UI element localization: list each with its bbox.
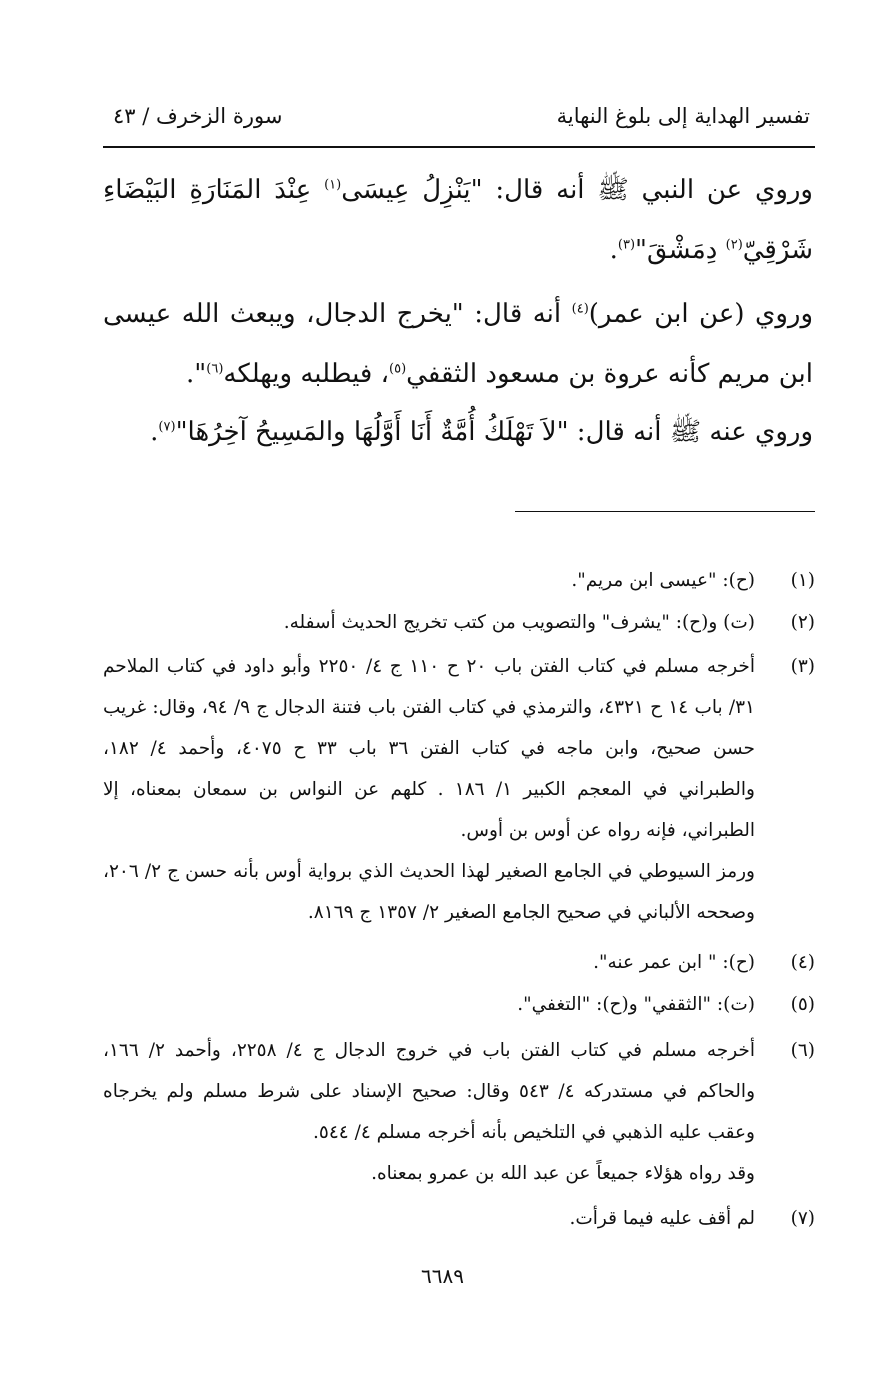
footnote-marker-1[interactable]: (١): [324, 177, 342, 193]
footnote-marker-4[interactable]: (٤): [571, 301, 589, 317]
footnote-text: أخرجه مسلم في كتاب الفتن باب ٢٠ ح ١١٠ ج ٤/ ٢٢٥٠ وأبو داود في كتاب الملاحم ٣١/ باب ١٤ ح ٤٣٢١، والترمذي في كتاب الفتن باب فتنة الدجال ج ٩/ ٩٤، وقال: غريب حسن صحيح، وابن ماجه في كتاب الفتن ٣٦ باب ٣٣ ح ٤٠٧٥، وأحمد ٤/ ١٨٢، والطبراني في المعجم الكبير ١/ ١٨٦ . كلهم عن النواس بن سمعان بمعناه، إلا الطبراني، فإنه رواه عن أوس بن أوس.: [103, 656, 756, 841]
footnote-text: (ت) و(ح): "يشرف" والتصويب من كتب تخريج الحديث أسفله.: [283, 612, 755, 633]
footnote-1: [103, 560, 815, 601]
footnote-marker-3[interactable]: (٣): [617, 237, 636, 253]
paragraph-text: ، فيطلبه ويهلكه: [223, 359, 390, 389]
footnote-text: (ح): " ابن عمر عنه".: [593, 952, 755, 973]
footnote-3: [103, 646, 815, 933]
running-header-surah: سورة الزخرف / ٤٣: [113, 104, 283, 128]
footnote-2: [103, 602, 815, 643]
footnote-text: (ح): "عيسى ابن مريم".: [571, 570, 755, 591]
paragraph-text: .: [150, 417, 159, 447]
paragraph-text: .: [609, 235, 618, 265]
paragraph-text: وروي عنه ﷺ أنه قال: "لاَ تَهْلَكُ أُمَّةٌ أَنَا أَوَّلُهَا والمَسِيحُ آخِرُهَا": [175, 417, 813, 447]
footnote-number: (٥): [790, 994, 815, 1015]
paragraph-text: أنه قال: "يخرج الدجال، ويبعث الله عيسى ابن مريم كأنه عروة بن مسعود الثقفي: [103, 299, 813, 389]
paragraph-text: دِمَشْقَ": [635, 235, 726, 265]
footnote-marker-5[interactable]: (٥): [389, 361, 407, 377]
footnote-text-continued: ورمز السيوطي في الجامع الصغير لهذا الحديث الذي برواية أوس بأنه حسن ج ٢/ ٢٠٦، وصححه الألباني في صحيح الجامع الصغير ٢/ ١٣٥٧ ج ٨١٦٩.: [103, 861, 755, 923]
paragraph-text: عِنْدَ المَنَارَةِ البَيْضَاءِ شَرْقِيّ: [103, 175, 813, 265]
footnote-separator: [515, 511, 815, 512]
footnote-number: (٣): [790, 656, 815, 677]
body-paragraph-2: [103, 284, 813, 404]
footnote-number: (٤): [790, 952, 815, 973]
footnote-marker-6[interactable]: (٦): [206, 361, 224, 377]
footnote-text: أخرجه مسلم في كتاب الفتن باب في خروج الدجال ج ٤/ ٢٢٥٨، وأحمد ٢/ ١٦٦، والحاكم في مستدركه ٤/ ٥٤٣ وقال: صحيح الإسناد على شرط مسلم ولم يخرجاه وعقب عليه الذهبي في التلخيص بأنه أخرجه مسلم ٤/ ٥٤٤.: [103, 1040, 755, 1143]
paragraph-text: وروي عن النبي ﷺ أنه قال: "يَنْزِلُ عِيسَى: [341, 175, 813, 205]
running-header-title: تفسير الهداية إلى بلوغ النهاية: [556, 104, 810, 128]
footnote-number: (١): [790, 570, 815, 591]
footnote-text: (ت): "الثقفي" و(ح): "التغفي".: [517, 994, 755, 1015]
body-paragraph-1: [103, 160, 813, 280]
footnote-marker-7[interactable]: (٧): [158, 419, 176, 435]
paragraph-text: وروي (عن ابن عمر): [588, 299, 814, 329]
body-paragraph-3: [103, 402, 813, 462]
footnote-5: [103, 984, 815, 1025]
paragraph-text: ".: [186, 359, 207, 389]
footnote-number: (٢): [790, 612, 815, 633]
footnote-6: [103, 1030, 815, 1194]
footnote-marker-2[interactable]: (٢): [725, 237, 743, 253]
footnote-text-continued: وقد رواه هؤلاء جميعاً عن عبد الله بن عمرو بمعناه.: [371, 1163, 755, 1184]
header-rule: [103, 146, 815, 148]
footnote-text: لم أقف عليه فيما قرأت.: [569, 1208, 755, 1229]
page-number: ٦٦٨٩: [421, 1264, 464, 1288]
footnote-7: [103, 1198, 815, 1239]
footnote-4: [103, 942, 815, 983]
footnote-number: (٦): [790, 1040, 815, 1061]
footnote-number: (٧): [790, 1208, 815, 1229]
